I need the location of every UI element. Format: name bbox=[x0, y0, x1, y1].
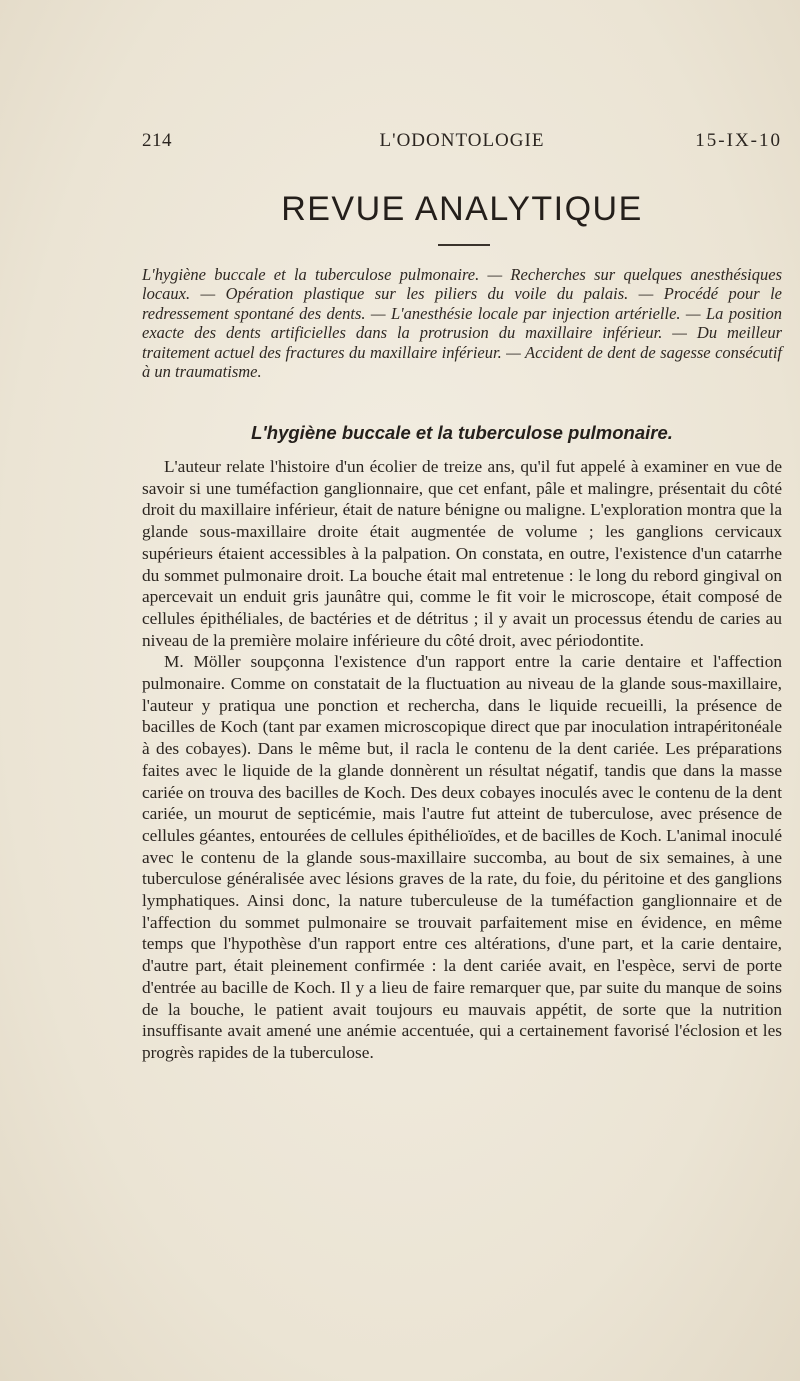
article-body bbox=[142, 456, 782, 1064]
section-heading: L'hygiène buccale et la tuberculose pulmonaire. bbox=[251, 422, 673, 443]
page-number: 214 bbox=[142, 130, 172, 151]
issue-date: 15-IX-10 bbox=[695, 130, 782, 151]
contents-summary: L'hygiène buccale et la tuberculose pulmonaire. — Recherches sur quelques anesthésiques locaux. — Opération plastique sur les piliers du voile du palais. — Procédé pour le redressement spontané des dents. — L'anesthésie locale par injection artérielle. — La position exacte des dents artificielles dans la protrusion du maxillaire inférieur. — Du meilleur traitement actuel des fractures du maxillaire inférieur. — Accident de dent de sagesse consécutif à un traumatisme. bbox=[142, 265, 782, 382]
paragraph: M. Möller soupçonna l'existence d'un rapport entre la carie dentaire et l'affection pulmonaire. Comme on constatait de la fluctuation au niveau de la glande sous-maxillaire, l'auteur y pratiqua une ponction et rechercha, dans le liquide recueilli, la présence de bacilles de Koch (tant par examen microscopique direct que par inoculation intrapéritonéale à des cobayes). Dans le même but, il racla le contenu de la dent cariée. Les préparations faites avec le liquide de la glande donnèrent un résultat négatif, tandis que dans la masse cariée on trouva des bacilles de Koch. Des deux cobayes inoculés avec le contenu de la dent cariée, un mourut de septicémie, mais l'autre fut atteint de tuberculose, avec présence de cellules géantes, entourées de cellules épithélioïdes, et de bacilles de Koch. L'animal inoculé avec le contenu de la glande sous-maxillaire succomba, au bout de six semaines, à une tuberculose généralisée avec lésions graves de la rate, du foie, du péritoine et des ganglions lymphatiques. Ainsi donc, la nature tuberculeuse de la tuméfaction ganglionnaire et de l'affection du sommet pulmonaire se trouvait parfaitement mise en évidence, en même temps que l'hypothèse d'un rapport entre ces altérations, d'une part, et la carie dentaire, d'autre part, était pleinement confirmée : la dent cariée avait, en l'espèce, servi de porte d'entrée au bacille de Koch. Il y a lieu de faire remarquer que, par suite du manque de soins de la bouche, le patient avait toujours eu mauvais appétit, de sorte que la nutrition insuffisante avait amené une anémie accentuée, qui a certainement favorisé l'éclosion et les progrès rapides de la tuberculose. bbox=[142, 652, 782, 1062]
running-head bbox=[142, 130, 782, 158]
paragraph: L'auteur relate l'histoire d'un écolier de treize ans, qu'il fut appelé à examiner en vue de savoir si une tuméfaction ganglionnaire, que cet enfant, pâle et malingre, présentait du côté droit du maxillaire inférieur, était de nature bénigne ou maligne. L'exploration montra que la glande sous-maxillaire droite était augmentée de volume ; les ganglions cervicaux supérieurs étaient accessibles à la palpation. On constata, en outre, l'existence d'un catarrhe du sommet pulmonaire droit. La bouche était mal entretenue : le long du rebord gingival on apercevait un enduit gris jaunâtre qui, comme le fit voir le microscope, était composé de cellules épithéliales, de bactéries et de détritus ; il y avait un processus étendu de caries au niveau de la première molaire inférieure du côté droit, avec périodontite. bbox=[142, 457, 782, 650]
title-divider bbox=[438, 244, 490, 246]
journal-title: L'ODONTOLOGIE bbox=[379, 130, 545, 151]
page-title: REVUE ANALYTIQUE bbox=[281, 190, 643, 228]
